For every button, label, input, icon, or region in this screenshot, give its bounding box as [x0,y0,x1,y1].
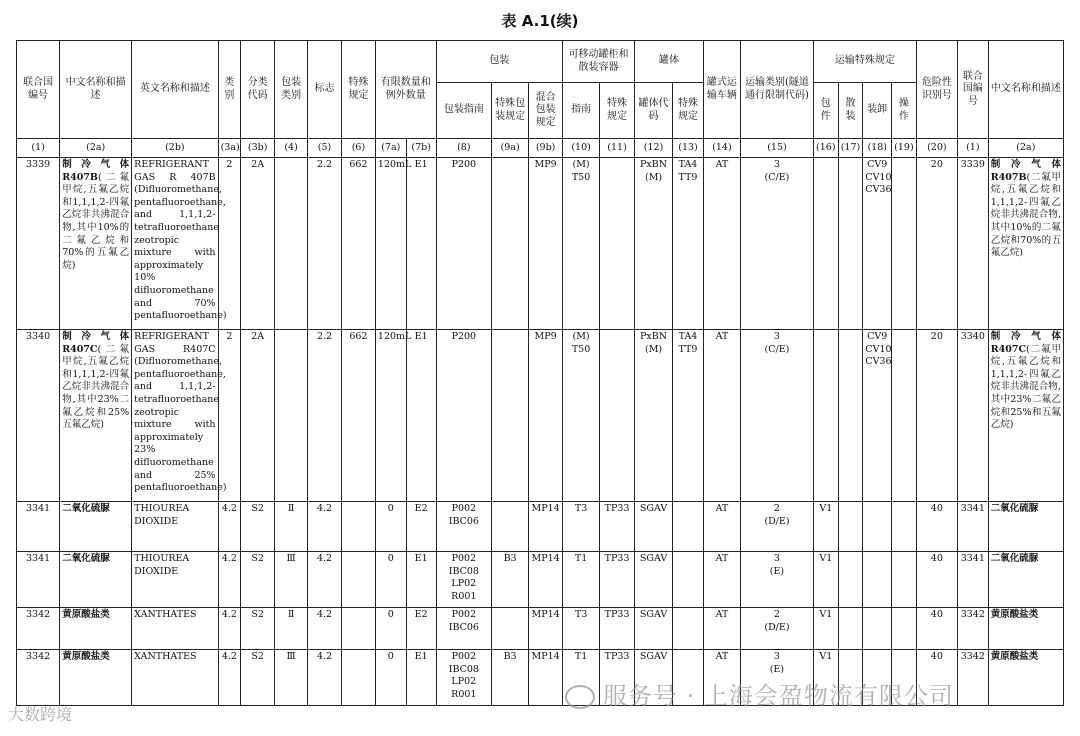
cell-class-code: 2A [241,158,275,330]
column-number: (3b) [241,139,275,158]
column-number: (11) [600,139,635,158]
cell-hazard-id: 40 [916,502,957,552]
column-number: (1) [17,139,60,158]
tunnel-code: (D/E) [764,621,790,633]
cell-packages: V1 [813,502,838,552]
cell-special-provisions [341,502,375,552]
cell-packages: V1 [813,552,838,608]
cell-hazard-id: 40 [916,650,957,706]
cell-bulk [838,608,863,650]
cell-name-cn [60,502,132,552]
cell-un-no-2: 3339 [957,158,988,330]
cell-hazard-id: 20 [916,158,957,330]
cell-pt-special [600,158,635,330]
watermark-right [565,676,954,711]
cell-loading [863,608,892,650]
column-number: (16) [813,139,838,158]
cell-excepted-qty: E2 [406,608,436,650]
cell-limited-qty: 0 [375,502,406,552]
cell-pt-instructions: (M) T50 [563,158,600,330]
cell-packing-group [275,158,308,330]
column-number-row [17,139,1064,158]
cell-vehicle-tank: AT [703,552,740,608]
cell-limited-qty: 0 [375,608,406,650]
header-loading: 装卸 [863,83,892,139]
cell-pt-instructions: T1 [563,552,600,608]
cell-name-cn [60,552,132,608]
cell-special-provisions: 662 [341,330,375,502]
cell-class: 2 [218,330,241,502]
cell-excepted-qty: E2 [406,502,436,552]
cell-special-provisions [341,552,375,608]
cell-bulk [838,330,863,502]
cell-name-cn-2 [988,608,1063,650]
column-number: (18) [863,139,892,158]
column-number: (8) [436,139,492,158]
cell-tank-code: PxBN (M) [635,330,673,502]
cell-class-code: S2 [241,502,275,552]
cell-packing-group: Ⅲ [275,650,308,706]
header-special-transport: 运输特殊规定 [813,41,916,83]
cell-class: 4.2 [218,552,241,608]
cell-operation [892,330,917,502]
table-title: 表 A.1(续) [501,12,579,30]
header-name-en: 英文名称和描述 [132,41,218,139]
cell-limited-qty: 0 [375,650,406,706]
column-number: (14) [703,139,740,158]
cell-special-provisions [341,608,375,650]
cell-limited-qty: 120mL [375,158,406,330]
cell-pkg-instructions: P002 IBC06 [436,502,492,552]
cell-un-no: 3339 [17,158,60,330]
column-number: (5) [308,139,342,158]
tunnel-code: (E) [769,565,785,577]
cell-operation [892,608,917,650]
column-number: (20) [916,139,957,158]
cell-class: 2 [218,158,241,330]
cell-pt-instructions: T3 [563,608,600,650]
cell-mixed-pkg: MP9 [529,158,563,330]
cell-packages [813,158,838,330]
cell-loading [863,552,892,608]
table-row [17,552,1064,608]
dangerous-goods-table-container [16,40,1064,706]
cell-class-code: S2 [241,608,275,650]
tunnel-code: (D/E) [764,515,790,527]
header-pkg-special: 特殊包装规定 [492,83,529,139]
cell-name-cn-2 [988,650,1063,706]
column-number: (12) [635,139,673,158]
watermark-right-text: 服务号 · 上海会盈物流有限公司 [603,682,954,710]
cell-name-en: XANTHATES [132,650,218,706]
cell-name-cn-bold: 制冷气体R407C [62,331,130,355]
cell-excepted-qty: E1 [406,650,436,706]
cell-name-cn [60,158,132,330]
cell-tank-special [673,608,704,650]
header-tank-special: 特殊规定 [673,83,704,139]
cell-special-provisions [341,650,375,706]
cell-label: 4.2 [308,650,342,706]
cell-name-cn-2-desc: (二氟甲烷,五氟乙烷和1,1,1,2-四氟乙烷非共沸混合物,其中23%二氟乙烷和25%和五氟乙烷) [990,343,1061,431]
cell-pkg-instructions: P200 [436,330,492,502]
column-number: (4) [275,139,308,158]
header-tank-code: 罐体代码 [635,83,673,139]
cell-un-no: 3342 [17,608,60,650]
cell-un-no-2: 3340 [957,330,988,502]
cell-un-no-2: 3342 [957,650,988,706]
cell-excepted-qty: E1 [406,330,436,502]
cell-name-en: REFRIGERANT GAS R 407B (Difluoromethane, pentafluoroethane, and 1,1,1,2-tetrafluoroethane zeotropic mixture with approximately 10% difluoromethane and 70% pentafluoroethane) [132,158,218,330]
cell-mixed-pkg: MP9 [529,330,563,502]
cell-pkg-instructions: P200 [436,158,492,330]
cell-loading [863,502,892,552]
column-number: (9a) [492,139,529,158]
cell-label: 2.2 [308,330,342,502]
cell-pt-instructions: (M) T50 [563,330,600,502]
header-pt-special: 特殊规定 [600,83,635,139]
header-packing-group: 包装类别 [275,41,308,139]
cell-packing-group [275,330,308,502]
cell-label: 2.2 [308,158,342,330]
cell-operation [892,158,917,330]
cell-pt-special [600,330,635,502]
cell-name-cn-2-desc: (二氟甲烷,五氟乙烷和1,1,1,2-四氟乙烷非共沸混合物,其中10%的二氟乙烷和70%的五氟乙烷) [990,171,1061,259]
cell-packages: V1 [813,608,838,650]
cell-operation [892,552,917,608]
cell-pt-instructions: T3 [563,502,600,552]
cell-tank-code: SGAV [635,502,673,552]
cell-operation [892,502,917,552]
cell-name-cn [60,650,132,706]
column-number: (7a) [375,139,406,158]
column-number: (1) [957,139,988,158]
cell-un-no: 3341 [17,552,60,608]
cell-transport-category [740,502,813,552]
transport-category-value: 3 [773,331,780,342]
cell-class: 4.2 [218,650,241,706]
cell-name-cn-bold: 制冷气体R407B [62,159,130,183]
cell-name-cn-2 [988,330,1063,502]
header-packages: 包件 [813,83,838,139]
cell-pkg-special: B3 [492,552,529,608]
header-packaging: 包装 [436,41,563,83]
dangerous-goods-table [16,40,1064,706]
column-number: (15) [740,139,813,158]
cell-loading: CV9 CV10 CV36 [863,330,892,502]
cell-name-en: XANTHATES [132,608,218,650]
cell-hazard-id: 40 [916,608,957,650]
cell-un-no: 3340 [17,330,60,502]
header-transport-category: 运输类别(隧道通行限制代码) [740,41,813,139]
cell-name-cn-2-bold: 制冷气体R407B [990,159,1061,183]
cell-pkg-instructions: P002 IBC08 LP02 R001 [436,650,492,706]
cell-name-cn-bold: 二氧化硫脲 [62,503,110,514]
cell-pkg-instructions: P002 IBC06 [436,608,492,650]
column-number: (2a) [988,139,1063,158]
cell-name-cn-2-bold: 二氧化硫脲 [990,503,1039,514]
cell-packing-group: Ⅱ [275,608,308,650]
cell-limited-qty: 120mL [375,330,406,502]
cell-class-code: 2A [241,330,275,502]
cell-packing-group: Ⅱ [275,502,308,552]
cell-class-code: S2 [241,650,275,706]
cell-excepted-qty: E1 [406,552,436,608]
header-pt-instructions: 指南 [563,83,600,139]
cell-tank-code: PxBN (M) [635,158,673,330]
header-tank: 罐体 [635,41,704,83]
transport-category-value: 3 [773,159,780,170]
cell-tank-special [673,552,704,608]
transport-category-value: 3 [773,553,780,564]
cell-vehicle-tank: AT [703,158,740,330]
cell-vehicle-tank: AT [703,650,740,706]
cell-name-cn-2-bold: 二氧化硫脲 [990,553,1039,564]
cell-class-code: S2 [241,552,275,608]
cell-pt-special: TP33 [600,552,635,608]
cell-tank-special [673,502,704,552]
cell-mixed-pkg: MP14 [529,552,563,608]
table-row [17,608,1064,650]
header-hazard-id: 危险性识别号 [916,41,957,139]
cell-name-cn-bold: 黄原酸盐类 [62,651,110,662]
tunnel-code: (C/E) [764,171,790,183]
cell-tank-code: SGAV [635,650,673,706]
column-number: (7b) [406,139,436,158]
cell-tank-special: TA4 TT9 [673,158,704,330]
cell-vehicle-tank: AT [703,502,740,552]
cell-mixed-pkg: MP14 [529,650,563,706]
cell-label: 4.2 [308,502,342,552]
cell-name-cn-desc: (二氟甲烷,五氟乙烷和1,1,1,2-四氟乙烷非共沸混合物,其中10%的二氟乙烷和70%的五氟乙烷) [62,171,130,271]
cell-packages [813,330,838,502]
cell-un-no-2: 3341 [957,502,988,552]
cell-tank-special: TA4 TT9 [673,330,704,502]
cell-bulk [838,158,863,330]
cell-mixed-pkg: MP14 [529,502,563,552]
cell-un-no: 3342 [17,650,60,706]
cell-pkg-special: B3 [492,650,529,706]
cell-pt-special: TP33 [600,608,635,650]
cell-transport-category [740,330,813,502]
cell-name-en: REFRIGERANT GAS R407C (Difluoromethane, pentafluoroethane, and 1,1,1,2-tetrafluoroethane zeotropic mixture with approximately 23% difluoromethane and 25% pentafluoroethane) [132,330,218,502]
cell-name-cn-bold: 黄原酸盐类 [62,609,110,620]
cell-un-no-2: 3341 [957,552,988,608]
header-vehicle-tank: 罐式运输车辆 [703,41,740,139]
cell-transport-category [740,552,813,608]
transport-category-value: 2 [773,503,780,514]
header-mixed-pkg: 混合包装规定 [529,83,563,139]
cell-name-cn-2-bold: 黄原酸盐类 [990,609,1039,620]
column-number: (3a) [218,139,241,158]
header-labels: 标志 [308,41,342,139]
cell-hazard-id: 20 [916,330,957,502]
cell-loading: CV9 CV10 CV36 [863,158,892,330]
cell-name-cn-2-bold: 制冷气体R407C [990,331,1061,355]
cell-bulk [838,502,863,552]
cell-name-cn-2 [988,158,1063,330]
cell-name-cn-bold: 二氧化硫脲 [62,553,110,564]
column-number: (10) [563,139,600,158]
cell-bulk [838,552,863,608]
cell-pkg-special [492,330,529,502]
cell-packages: V1 [813,650,838,706]
cell-pkg-special [492,158,529,330]
cell-name-cn-2-bold: 黄原酸盐类 [990,651,1039,662]
table-body [17,139,1064,706]
cell-pkg-instructions: P002 IBC08 LP02 R001 [436,552,492,608]
cell-pt-special: TP33 [600,502,635,552]
header-un-no-2: 联合国编号 [957,41,988,139]
cell-class: 4.2 [218,608,241,650]
cell-name-en: THIOUREA DIOXIDE [132,502,218,552]
cell-vehicle-tank: AT [703,330,740,502]
column-number: (2b) [132,139,218,158]
cell-mixed-pkg: MP14 [529,608,563,650]
header-operation: 操作 [892,83,917,139]
wechat-icon [565,685,595,709]
cell-pkg-special [492,502,529,552]
cell-limited-qty: 0 [375,552,406,608]
cell-hazard-id: 40 [916,552,957,608]
header-class: 类别 [218,41,241,139]
cell-name-cn-2 [988,552,1063,608]
column-number: (19) [892,139,917,158]
cell-transport-category [740,158,813,330]
table-row [17,502,1064,552]
table-row [17,158,1064,330]
header-limited-excepted: 有限数量和例外数量 [375,41,436,139]
watermark-left: 大数跨境 [8,705,73,724]
header-special-provisions: 特殊规定 [341,41,375,139]
cell-un-no-2: 3342 [957,608,988,650]
column-number: (13) [673,139,704,158]
transport-category-value: 3 [773,651,780,662]
header-bulk: 散装 [838,83,863,139]
header-name-cn: 中文名称和描述 [60,41,132,139]
cell-tank-code: SGAV [635,608,673,650]
cell-excepted-qty: E1 [406,158,436,330]
cell-class: 4.2 [218,502,241,552]
cell-transport-category [740,608,813,650]
cell-name-cn [60,608,132,650]
cell-pt-instructions: T1 [563,650,600,706]
header-name-cn-2: 中文名称和描述 [988,41,1063,139]
cell-pt-special: TP33 [600,650,635,706]
cell-vehicle-tank: AT [703,608,740,650]
tunnel-code: (C/E) [764,343,790,355]
cell-name-cn-desc: (二氟甲烷,五氟乙烷和1,1,1,2-四氟乙烷非共沸混合物,其中23%二氟乙烷和25%五氟乙烷) [62,343,130,431]
column-number: (2a) [60,139,132,158]
cell-special-provisions: 662 [341,158,375,330]
column-number: (9b) [529,139,563,158]
table-row [17,330,1064,502]
cell-pkg-special [492,608,529,650]
cell-tank-code: SGAV [635,552,673,608]
cell-packing-group: Ⅲ [275,552,308,608]
cell-label: 4.2 [308,608,342,650]
column-number: (6) [341,139,375,158]
column-number: (17) [838,139,863,158]
header-class-code: 分类代码 [241,41,275,139]
header-portable-tanks: 可移动罐柜和散装容器 [563,41,635,83]
transport-category-value: 2 [773,609,780,620]
cell-label: 4.2 [308,552,342,608]
cell-un-no: 3341 [17,502,60,552]
cell-name-cn-2 [988,502,1063,552]
tunnel-code: (E) [769,663,785,675]
cell-name-en: THIOUREA DIOXIDE [132,552,218,608]
header-pkg-instructions: 包装指南 [436,83,492,139]
cell-name-cn [60,330,132,502]
header-un-no: 联合国编号 [17,41,60,139]
